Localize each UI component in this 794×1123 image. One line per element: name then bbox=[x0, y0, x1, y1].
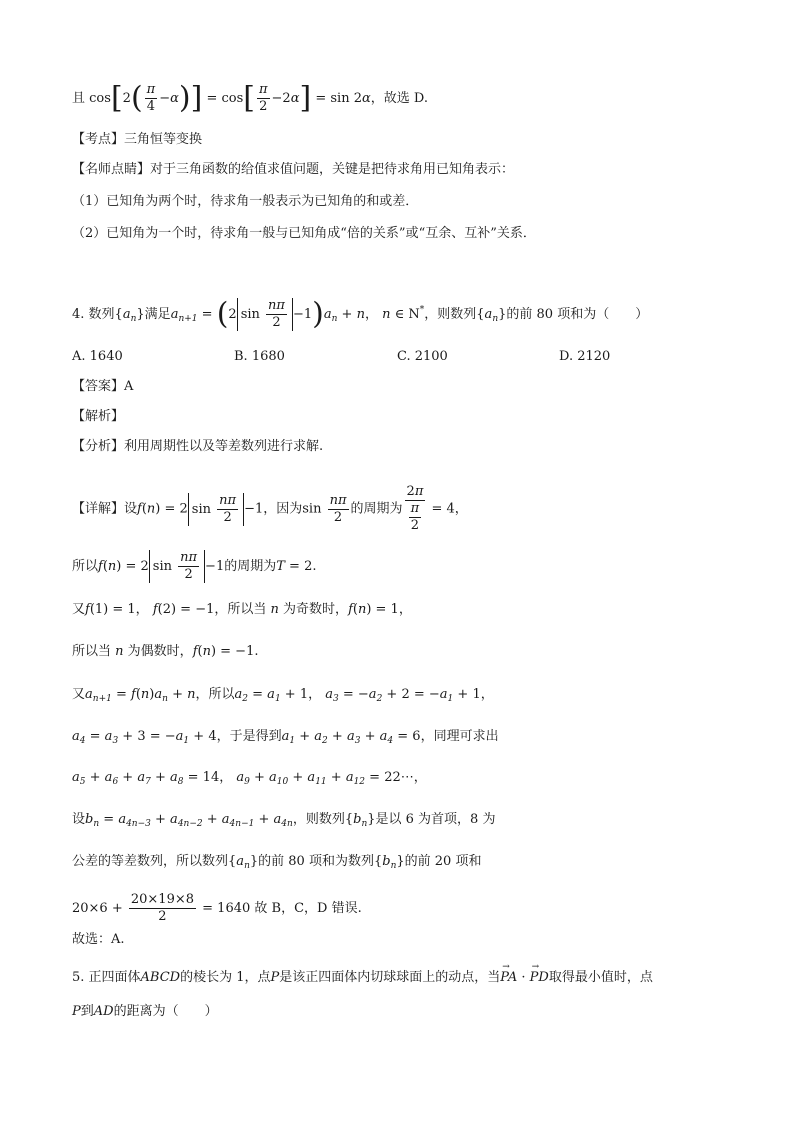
guxuan-line: 故选：A. bbox=[72, 932, 125, 947]
odd-line: 又f(1) = 1， f(2) = −1，所以当 n 为奇数时，f(n) = 1， bbox=[72, 602, 412, 617]
gongcha-line: 公差的等差数列，所以数列$\{a_n\}$的前 80 项和为数列$\{b_n\}$的前 20 项和 bbox=[72, 854, 482, 871]
item-1: （1）已知角为两个时，待求角一般表示为已知角的和或差． bbox=[72, 194, 419, 209]
bn-line: 设$b_n = a_{4n-3} + a_{4n-2} + a_{4n-1} + a_{4n}$，则数列$\{b_n\}$是以 6 为首项，8 为 bbox=[72, 812, 496, 829]
item-2: （2）已知角为一个时，待求角一般与已知角成“倍的关系”或“互余、互补”关系． bbox=[72, 226, 536, 241]
mingshi-line: 【名师点睛】对于三角函数的给值求值问题，关键是把待求角用已知角表示： bbox=[72, 162, 515, 177]
period-line: 所以f(n) = 2 sin $\frac{n\pi}{2}$ −1的周期为T = 2. bbox=[72, 550, 317, 582]
a4-line: $a_4 = a_3 + 3 = -a_1 + 4$，于是得到$a_1 + a_2 + a_3 + a_4 = 6$，同理可求出 bbox=[72, 729, 499, 746]
question-5: 5. 正四面体ABCD的棱长为 1，点P是该正四面体内切球球面上的动点，当→ PA · → PD取得最小值时，点 bbox=[72, 968, 734, 988]
sum-result-line: 20×6 + $\frac{20\times 19\times 8}{2}$ = 1640 故 B，C，D 错误. bbox=[72, 892, 362, 924]
fenxi-line: 【分析】利用周期性以及等差数列进行求解. bbox=[72, 439, 324, 454]
option-d: D. 2120 bbox=[559, 349, 611, 364]
question-4: 4. 数列$\{a_n\}$满足$a_{n+1} = (2$ sin $\frac{n\pi}{2}$ $-1)a_n + n$， n ∈ N*，则数列$\{a_n\}$的前 80 项和为（ ） bbox=[72, 296, 649, 332]
even-line: 所以当 n 为偶数时，f(n) = −1. bbox=[72, 644, 259, 659]
option-a: A. 1640 bbox=[72, 349, 123, 364]
option-b: B. 1680 bbox=[234, 349, 285, 364]
jiexi-line: 【解析】 bbox=[72, 409, 125, 424]
options-row bbox=[72, 347, 734, 367]
continuation-line: 且 cos[2( $\frac{\pi}{4}$ −α)] = cos[ $\frac{\pi}{2}$ −2α] = sin 2α，故选 D. bbox=[72, 80, 428, 116]
kaodian-line: 【考点】三角恒等变换 bbox=[72, 132, 203, 147]
sums-line: $a_5 + a_6 + a_7 + a_8 = 14$， $a_9 + a_{10} + a_{11} + a_{12}$ = 22⋯， bbox=[72, 770, 427, 787]
recurrence-line: 又$a_{n+1} = f(n)a_n + n$，所以$a_2 = a_1 + 1$， $a_3 = -a_2 + 2 = -a_1 + 1$， bbox=[72, 687, 494, 704]
option-c: C. 2100 bbox=[397, 349, 448, 364]
xiangjie-line: 【详解】设f(n) = 2 sin $\frac{n\pi}{2}$ −1，因为sin $\frac{n\pi}{2}$ 的周期为 $\frac{2\pi}{\frac{\pi}{2}}$ = 4， bbox=[72, 484, 468, 533]
question-5-cont: P到AD的距离为（ ） bbox=[72, 1004, 218, 1019]
answer-line: 【答案】A bbox=[72, 379, 134, 394]
